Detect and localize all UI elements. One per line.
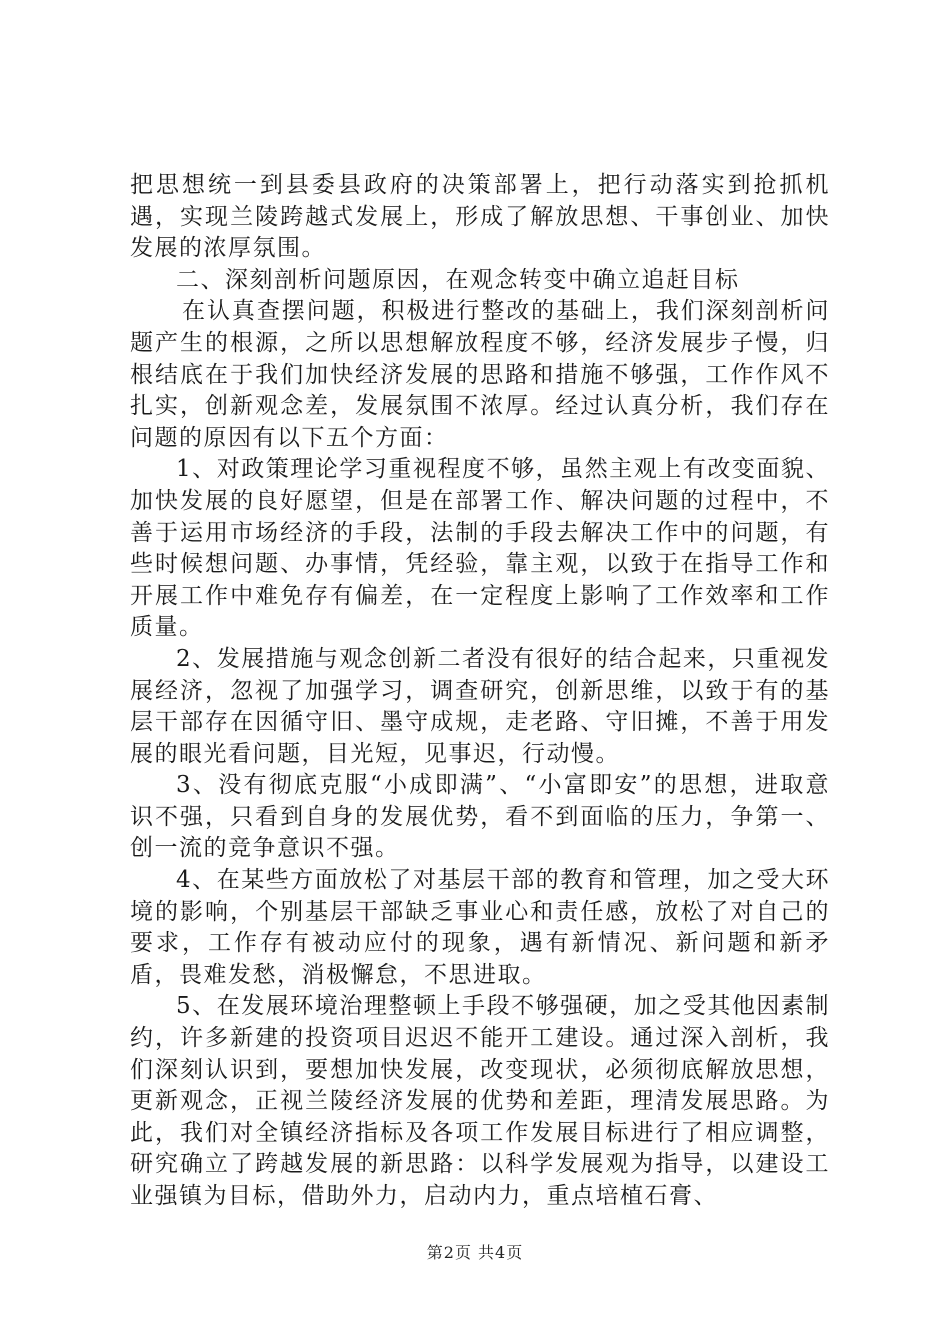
- paragraph-reason-5: 5、在发展环境治理整顿上手段不够强硬，加之受其他因素制约，许多新建的投资项目迟迟不能开工建设。通过深入剖析，我们深刻认识到，要想加快发展，改变现状，必须彻底解放思想，更新观念，正视兰陵经济发展的优势和差距，理清发展思路。为此，我们对全镇经济指标及各项工作发展目标进行了相应调整，研究确立了跨越发展的新思路：以科学发展观为指导，以建设工业强镇为目标，借助外力，启动内力，重点培植石膏、: [130, 993, 830, 1209]
- paragraph-analysis: 在认真查摆问题，积极进行整改的基础上，我们深刻剖析问题产生的根源，之所以思想解放程度不够，经济发展步子慢，归根结底在于我们加快经济发展的思路和措施不够强，工作作风不扎实，创新观念差，发展氛围不浓厚。经过认真分析，我们存在问题的原因有以下五个方面：: [130, 298, 830, 451]
- paragraph-reason-2: 2、发展措施与观念创新二者没有很好的结合起来，只重视发展经济，忽视了加强学习，调查研究，创新思维，以致于有的基层干部存在因循守旧、墨守成规，走老路、守旧摊，不善于用发展的眼光看问题，目光短，见事迟，行动慢。: [130, 645, 830, 767]
- paragraph-reason-1: 1、对政策理论学习重视程度不够，虽然主观上有改变面貌、加快发展的良好愿望，但是在部署工作、解决问题的过程中，不善于运用市场经济的手段，法制的手段去解决工作中的问题，有些时候想问题、办事情，凭经验，靠主观，以致于在指导工作和开展工作中难免存有偏差，在一定程度上影响了工作效率和工作质量。: [130, 456, 830, 641]
- paragraph-reason-4: 4、在某些方面放松了对基层干部的教育和管理，加之受大环境的影响，个别基层干部缺乏事业心和责任感，放松了对自己的要求，工作存有被动应付的现象，遇有新情况、新问题和新矛盾，畏难发愁，消极懈怠，不思进取。: [130, 867, 830, 988]
- paragraph-continuation: 把思想统一到县委县政府的决策部署上，把行动落实到抢抓机遇，实现兰陵跨越式发展上，形成了解放思想、干事创业、加快发展的浓厚氛围。: [130, 172, 830, 262]
- paragraph-reason-3: 3、没有彻底克服“小成即满”、“小富即安”的思想，进取意识不强，只看到自身的发展优势，看不到面临的压力，争第一、创一流的竞争意识不强。: [130, 772, 830, 862]
- section-heading: 二、深刻剖析问题原因，在观念转变中确立追赶目标: [176, 266, 740, 293]
- page-footer: 第2页 共4页: [426, 1243, 524, 1262]
- document-body: [130, 170, 830, 1213]
